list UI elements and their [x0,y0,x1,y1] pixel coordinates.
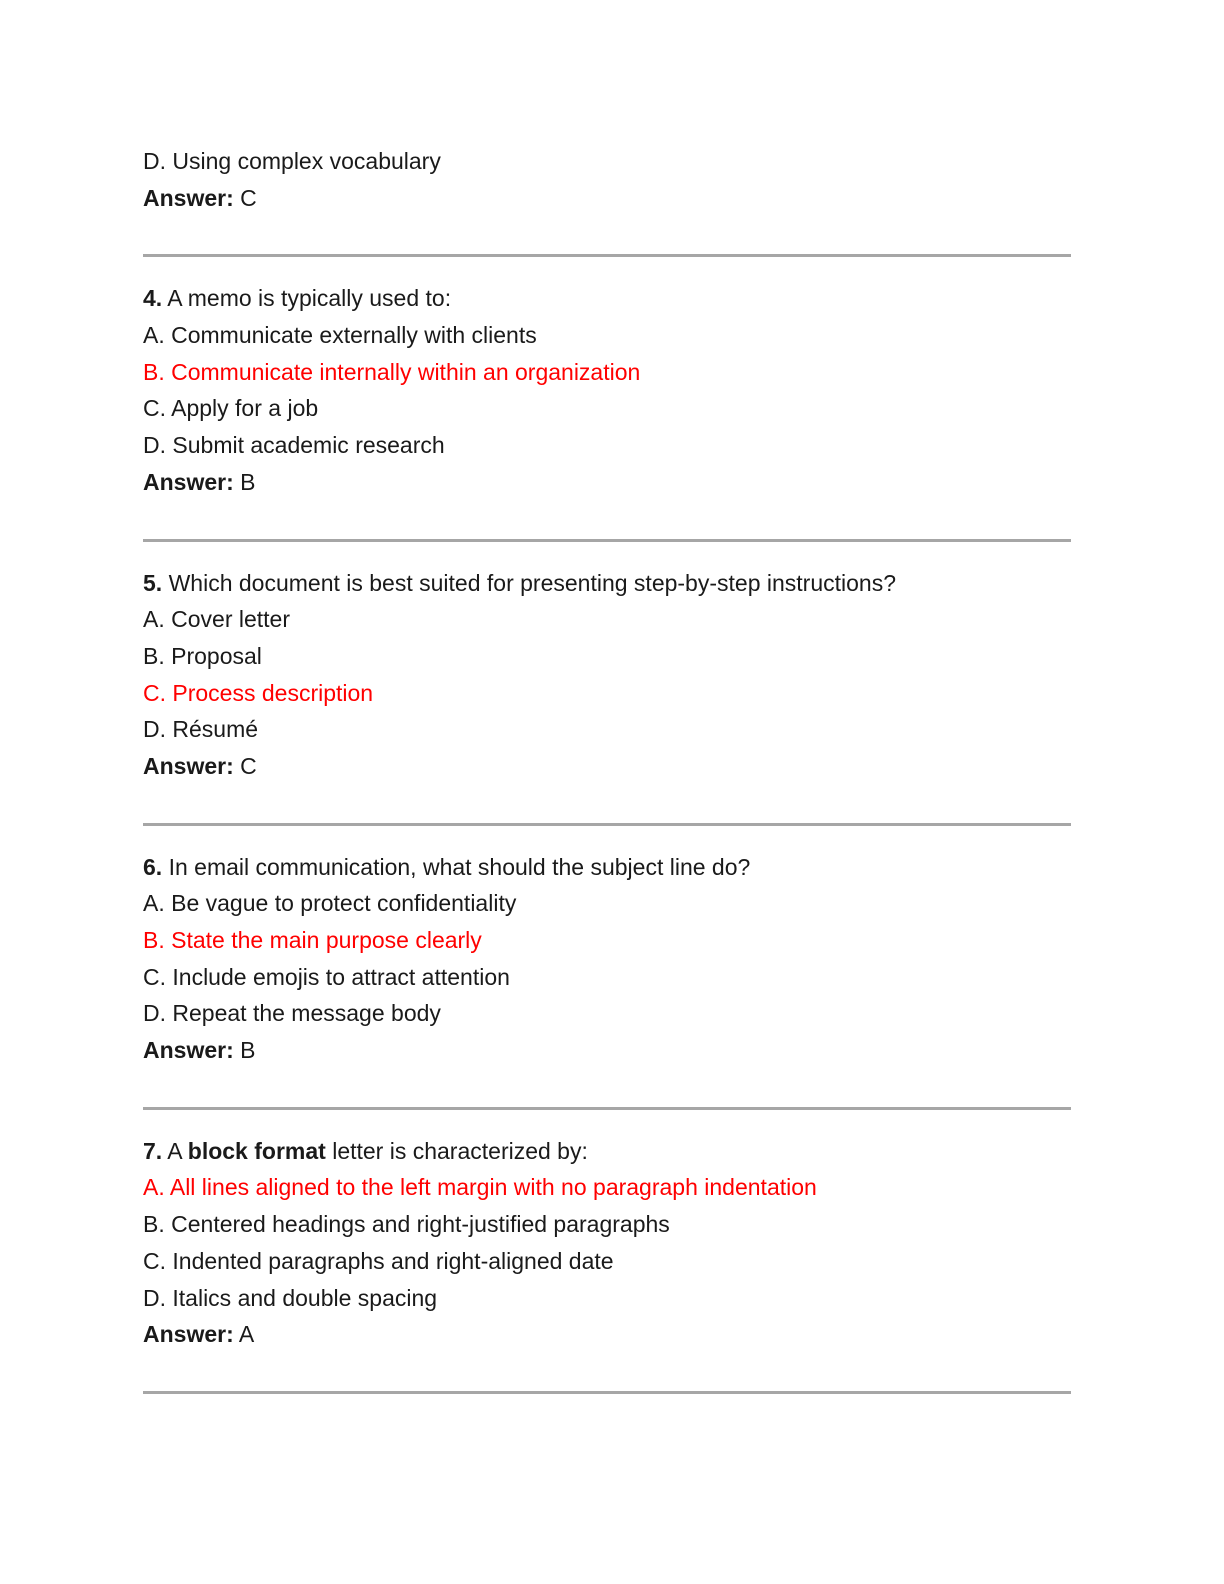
question-number: 7. [143,1137,163,1164]
option-c: C. Apply for a job [143,395,319,422]
question-stem [143,1133,1071,1170]
question-text: A memo is typically used to: [162,285,452,312]
option-a-correct: A. All lines aligned to the left margin with no paragraph indentation [143,1174,817,1201]
question-number: 4. [143,285,163,312]
question-6 [143,849,1071,1069]
answer-line [143,1032,1071,1069]
divider [143,1107,1071,1110]
question-stem [143,849,1071,886]
answer-value: B [233,468,256,495]
answer-value: A [233,1321,255,1348]
question-text: Which document is best suited for presenting step-by-step instructions? [162,569,896,596]
option-c: C. Include emojis to attract attention [143,963,510,990]
divider [143,823,1071,826]
option-d: D. Résumé [143,716,259,743]
answer-value: C [233,184,257,211]
answer-line [143,464,1071,501]
question-text: In email communication, what should the subject line do? [162,853,751,880]
question-5 [143,565,1071,785]
option-d: D. Repeat the message body [143,1000,441,1027]
question-4 [143,280,1071,500]
option-b: B. Centered headings and right-justified paragraphs [143,1211,670,1238]
answer-line [143,748,1071,785]
question-3-tail [143,143,1071,216]
question-stem [143,280,1071,317]
option-b: B. Proposal [143,642,262,669]
answer-line [143,180,1071,217]
option-d: D. Using complex vocabulary [143,148,441,174]
option-c-correct: C. Process description [143,679,374,706]
option-d: D. Submit academic research [143,432,445,459]
divider [143,539,1071,542]
answer-label: Answer: [143,752,234,779]
question-text-bold: block format [187,1137,326,1164]
divider [143,254,1071,257]
answer-line [143,1316,1071,1353]
option-c: C. Indented paragraphs and right-aligned date [143,1247,614,1274]
question-text-post: letter is characterized by: [325,1137,588,1164]
question-number: 5. [143,569,163,596]
option-b-correct: B. Communicate internally within an organization [143,358,641,385]
question-7 [143,1133,1071,1353]
answer-label: Answer: [143,468,234,495]
option-a: A. Cover letter [143,606,290,633]
question-text-pre: A [162,1137,188,1164]
answer-value: B [233,1037,256,1064]
answer-label: Answer: [143,184,234,211]
option-b-correct: B. State the main purpose clearly [143,927,482,953]
option-a: A. Communicate externally with clients [143,322,537,349]
answer-label: Answer: [143,1037,234,1064]
divider [143,1391,1071,1394]
option-a: A. Be vague to protect confidentiality [143,890,517,917]
question-number: 6. [143,853,163,880]
answer-label: Answer: [143,1321,234,1348]
question-stem [143,565,1071,602]
document-page [143,143,1071,1394]
option-d: D. Italics and double spacing [143,1284,438,1311]
answer-value: C [233,752,257,779]
